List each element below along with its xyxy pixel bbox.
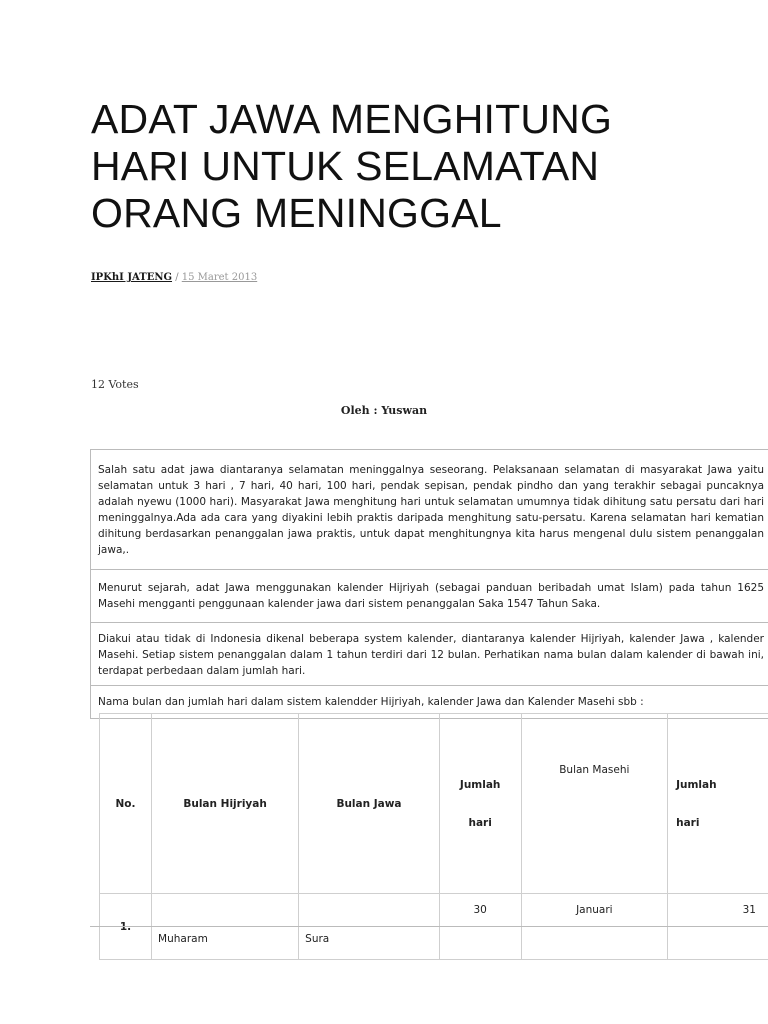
votes-count: 12 Votes: [91, 378, 139, 391]
cell-hijriyah: Muharam: [152, 894, 299, 960]
author-credit: Oleh : Yuswan: [340, 404, 428, 417]
header-hari-label: hari: [676, 816, 700, 829]
cell-no: 1.: [100, 894, 152, 960]
content-box: [90, 449, 768, 945]
date-link[interactable]: 15 Maret 2013: [181, 272, 258, 283]
paragraph-history: Menurut sejarah, adat Jawa menggunakan kalender Hijriyah (sebagai panduan beribadah umat Islam) pada tahun 1625 Masehi mengganti penggunaan kalender jawa dari sistem penanggalan Saka 1547 Tahun Saka.: [91, 570, 768, 623]
cell-jawa: Sura: [299, 894, 440, 960]
month-table: [99, 713, 768, 960]
header-hijriyah: Bulan Hijriyah: [152, 714, 299, 894]
month-table-wrapper: [99, 713, 768, 960]
paragraph-calendars: Diakui atau tidak di Indonesia dikenal beberapa system kalender, diantaranya kalender Hijriyah, kalender Jawa , kalender Masehi. Setiap sistem penanggalan dalam 1 tahun terdiri dari 12 bulan. Perhatikan nama bulan dalam kalender di bawah ini, terdapat perbedaan dalam jumlah hari.: [91, 623, 768, 686]
table-header-row: [100, 714, 768, 894]
byline: [91, 272, 257, 283]
header-masehi: Bulan Masehi: [521, 714, 668, 894]
header-jumlah-label: Jumlah: [459, 778, 501, 791]
paragraph-intro: Salah satu adat jawa diantaranya selamatan meninggalnya seseorang. Pelaksanaan selamatan di masyarakat Jawa yaitu selamatan untuk 3 hari , 7 hari, 40 hari, 100 hari, pendak sepisan, pendak pindho dan yang terakhir sebagai puncaknya adalah nyewu (1000 hari). Masyarakat Jawa menghitung hari untuk selamatan umumnya tidak dihitung satu persatu dari hari meninggalnya.Ada ada cara yang diyakini lebih praktis daripada menghitung satu-persatu. Karena selamatan hari kematian dihitung berdasarkan penanggalan jawa praktis, untuk dapat menghitungnya kita harus mengenal dulu sistem penanggalan jawa,.: [91, 450, 768, 570]
cell-masehi: Januari: [521, 894, 668, 960]
cell-jumlah-masehi: 31: [668, 894, 768, 960]
header-no: No.: [100, 714, 152, 894]
cell-jumlah-hijriyah: 30: [439, 894, 521, 960]
paragraph-table-intro: Nama bulan dan jumlah hari dalam sistem kalendder Hijriyah, kalender Jawa dan Kalender Masehi sbb :: [91, 686, 768, 719]
header-jumlah-masehi: [668, 714, 768, 894]
header-jawa: Bulan Jawa: [299, 714, 440, 894]
header-jumlah-label: Jumlah: [676, 778, 717, 791]
byline-separator: /: [172, 272, 182, 283]
article-title: ADAT JAWA MENGHITUNG HARI UNTUK SELAMATAN ORANG MENINGGAL: [91, 96, 613, 236]
author-link[interactable]: IPKhI JATENG: [91, 272, 173, 283]
content-box-bottom-border: [90, 926, 768, 927]
header-hari-label: hari: [468, 816, 492, 829]
header-jumlah-hijriyah: [439, 714, 521, 894]
